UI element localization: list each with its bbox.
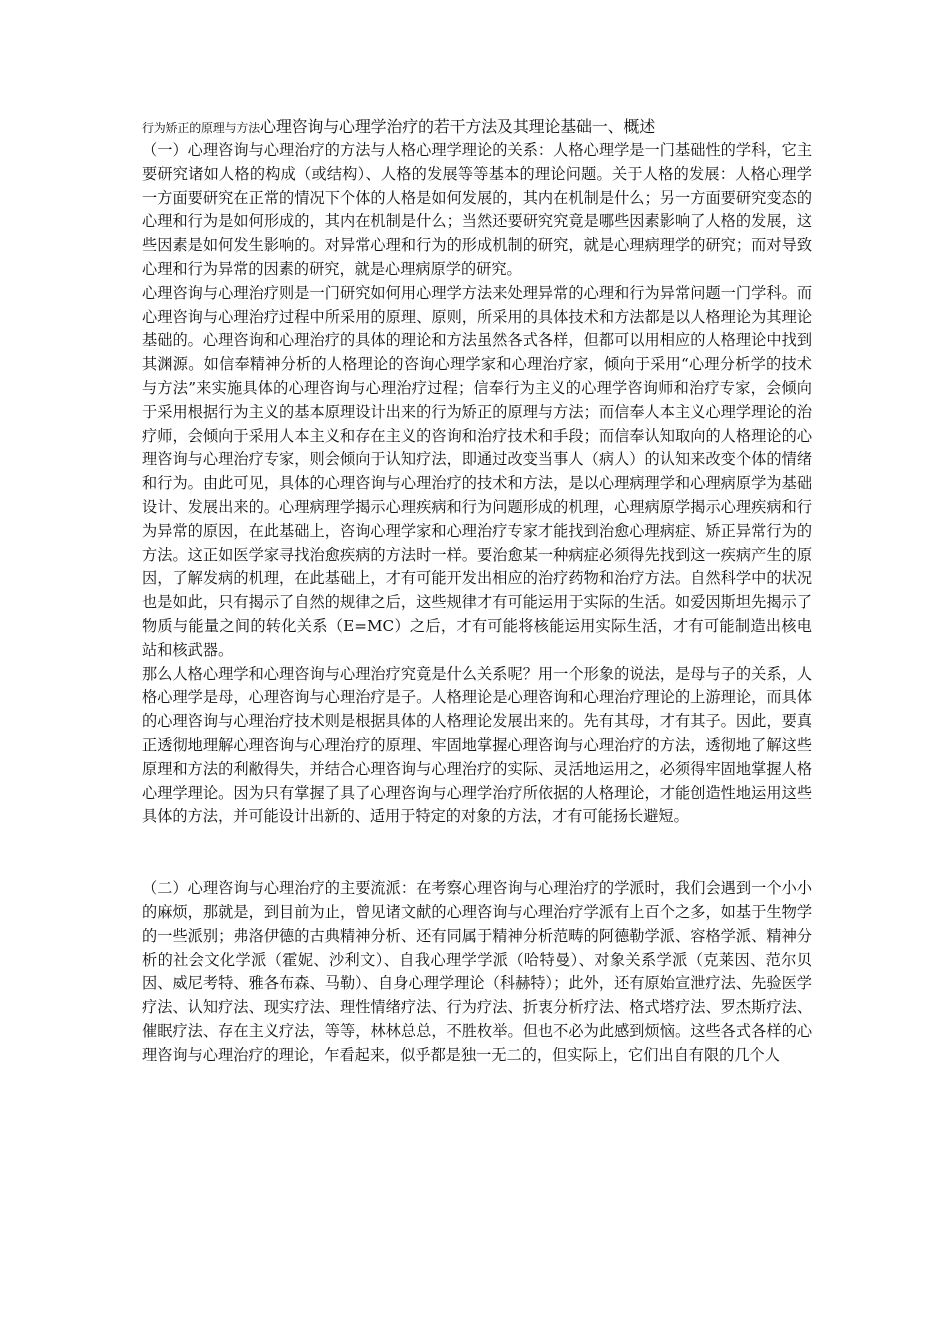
paragraph-1: （一）心理咨询与心理治疗的方法与人格心理学理论的关系：人格心理学是一门基础性的学科，它主要研究诸如人格的构成（或结构）、人格的发展等等基本的理论问题。关于人格的发展：人格心理学一方面要研究在正常的情况下个体的人格是如何发展的，其内在机制是什么；另一方面要研究变态的心理和行为是如何形成的，其内在机制是什么；当然还要研究究竟是哪些因素影响了人格的发展，这些因素是如何发生影响的。对异常心理和行为的形成机制的研究，就是心理病理学的研究；而对导致心理和行为异常的因素的研究，就是心理病原学的研究。 [142, 141, 812, 278]
paragraph-2: 心理咨询与心理治疗则是一门研究如何用心理学方法来处理异常的心理和行为异常问题一门学科。而心理咨询与心理治疗过程中所采用的原理、原则，所采用的具体技术和方法都是以人格理论为其理论基础的。心理咨询和心理治疗的具体的理论和方法虽然各式各样，但都可以用相应的人格理论中找到其渊源。如信奉精神分析的人格理论的咨询心理学家和心理治疗家，倾向于采用“心理分析学的技术与方法”来实施具体的心理咨询与心理治疗过程；信奉行为主义的心理学咨询师和治疗专家，会倾向于采用根据行为主义的基本原理设计出来的行为矫正的原理与方法；而信奉人本主义心理学理论的治疗师，会倾向于采用人本主义和存在主义的咨询和治疗技术和手段；而信奉认知取向的人格理论的心理咨询与心理治疗专家，则会倾向于认知疗法，即通过改变当事人（病人）的认知来改变个体的情绪和行为。由此可见，具体的心理咨询与心理治疗的技术和方法，是以心理病理学和心理病原学为基础设计、发展出来的。心理病理学揭示心理疾病和行为问题形成的机理，心理病原学揭示心理疾病和行为异常的原因，在此基础上，咨询心理学家和心理治疗专家才能找到治愈心理病症、矫正异常行为的方法。这正如医学家寻找治愈疾病的方法时一样。要治愈某一种病症必须得先找到这一疾病产生的原因，了解发病的机理，在此基础上，才有可能开发出相应的治疗药物和治疗方法。自然科学中的状况也是如此，只有揭示了自然的规律之后，这些规律才有可能运用于实际的生活。如爱因斯坦先揭示了物质与能量之间的转化关系（E=MC）之后，才有可能将核能运用实际生活，才有可能制造出核电站和核武器。 [142, 283, 812, 659]
paragraph-4: （二）心理咨询与心理治疗的主要流派：在考察心理咨询与心理治疗的学派时，我们会遇到一个小小的麻烦，那就是，到目前为止，曾见诸文献的心理咨询与心理治疗学派有上百个之多，如基于生物学的一些派别；弗洛伊德的古典精神分析、还有同属于精神分析范畴的阿德勒学派、容格学派、精神分析的社会文化学派（霍妮、沙利文）、自我心理学学派（哈特曼）、对象关系学派（克莱因、范尔贝因、威尼考特、雅各布森、马勒）、自身心理学理论（科赫特）；此外，还有原始宣泄疗法、先验医学疗法、认知疗法、现实疗法、理性情绪疗法、行为疗法、折衷分析疗法、格式塔疗法、罗杰斯疗法、催眠疗法、存在主义疗法，等等，林林总总，不胜枚举。但也不必为此感到烦恼。这些各式各样的心理咨询与心理治疗的理论，乍看起来，似乎都是独一无二的，但实际上，它们出自有限的几个人 [142, 879, 812, 1064]
document-body [142, 116, 812, 1067]
paragraph-3: 那么人格心理学和心理咨询与心理治疗究竟是什么关系呢？用一个形象的说法，是母与子的关系，人格心理学是母，心理咨询与心理治疗是子。人格理论是心理咨询和心理治疗理论的上游理论，而具体的心理咨询与心理治疗技术则是根据具体的人格理论发展出来的。先有其母，才有其子。因此，要真正透彻地理解心理咨询与心理治疗的原理、牢固地掌握心理咨询与心理治疗的方法，透彻地了解这些原理和方法的利敝得失，并结合心理咨询与心理治疗的实际、灵活地运用之，必须得牢固地掌握人格心理学理论。因为只有掌握了具了心理咨询与心理学治疗所依据的人格理论，才能创造性地运用这些具体的方法，并可能设计出新的、适用于特定的对象的方法，才有可能扬长避短。 [142, 664, 812, 826]
document-title [142, 116, 812, 139]
title-prefix: 行为矫正的原理与方法 [142, 121, 261, 135]
title-main: 心理咨询与心理学治疗的若干方法及其理论基础一、概述 [260, 117, 656, 136]
section-gap [142, 829, 812, 877]
